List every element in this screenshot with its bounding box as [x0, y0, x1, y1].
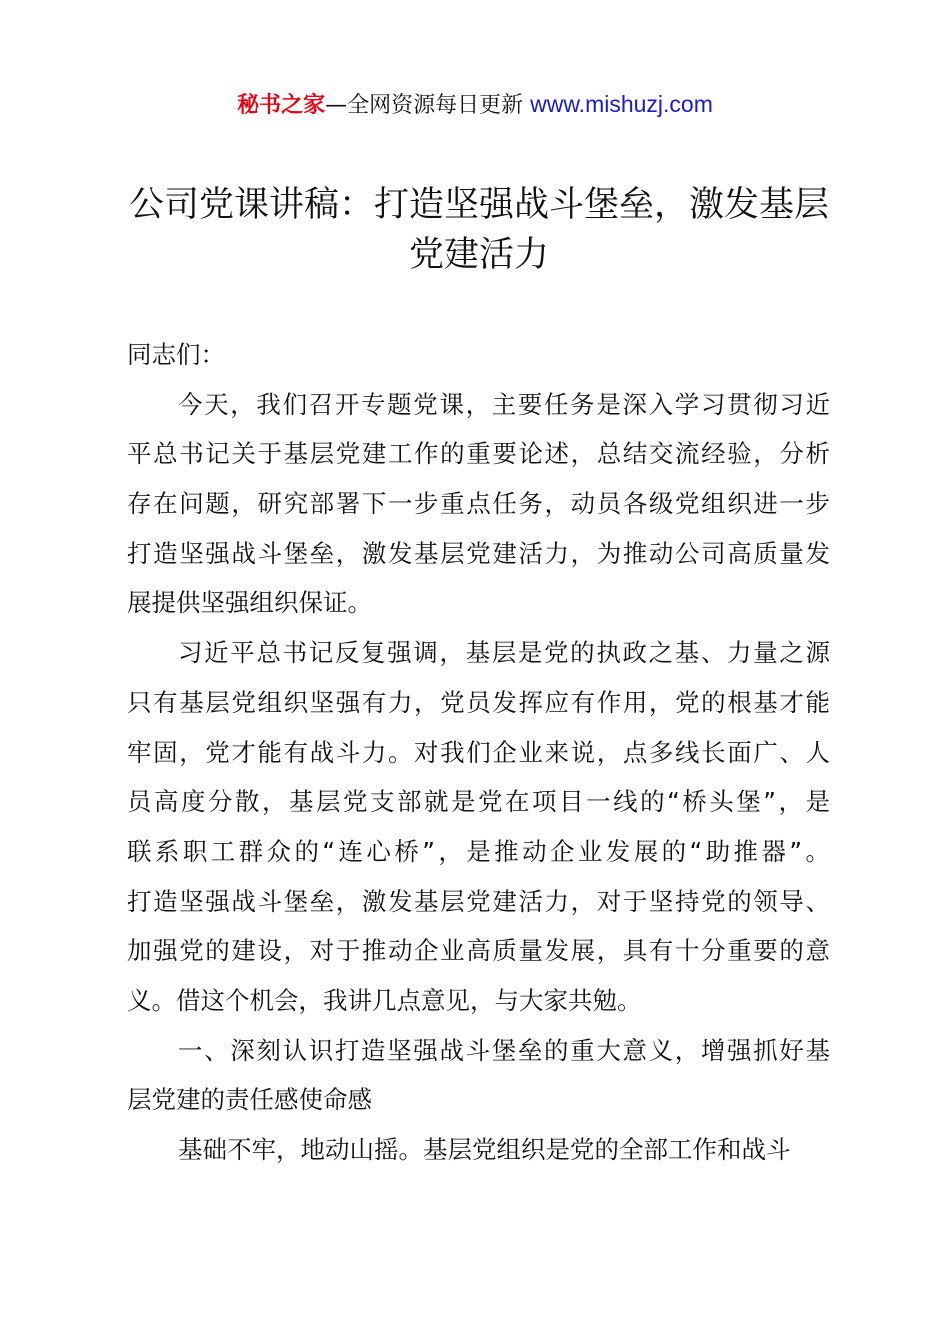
text-line: 平总书记关于基层党建工作的重要论述，总结交流经验，分析 [127, 439, 830, 469]
title-line: 公司党课讲稿：打造坚强战斗堡垒，激发基层 [128, 185, 829, 225]
brand-name: 秘书之家 [237, 93, 326, 118]
text-line: 只有基层党组织坚强有力，党员发挥应有作用，党的根基才能 [127, 687, 830, 717]
text-line: 打造坚强战斗堡垒，激发基层党建活力，对于坚持党的领导、 [127, 886, 830, 916]
text-line: 联系职工群众的“连心桥”，是推动企业发展的“助推器”。 [127, 836, 830, 866]
text-line: 打造坚强战斗堡垒，激发基层党建活力，为推动公司高质量发 [127, 538, 830, 568]
paragraph [127, 1125, 830, 1175]
document-body [127, 330, 830, 1175]
text-line: 今天，我们召开专题党课，主要任务是深入学习贯彻习近 [178, 389, 830, 419]
site-url-link[interactable]: www.mishuzj.com [530, 91, 713, 117]
paragraph [127, 628, 830, 1026]
text-line: 加强党的建设，对于推动企业高质量发展，具有十分重要的意 [127, 936, 830, 966]
text-line: 存在问题，研究部署下一步重点任务，动员各级党组织进一步 [127, 489, 830, 519]
site-banner [0, 89, 950, 121]
paragraph [127, 380, 830, 628]
paragraph [127, 330, 830, 380]
text-line: 员高度分散，基层党支部就是党在项目一线的“桥头堡”，是 [127, 787, 830, 817]
document-title [120, 180, 838, 280]
section-heading [127, 1026, 830, 1125]
banner-tagline: —全网资源每日更新 [325, 93, 524, 118]
text-line: 一、深刻认识打造坚强战斗堡垒的重大意义，增强抓好基 [178, 1035, 830, 1065]
text-line: 基础不牢，地动山摇。基层党组织是党的全部工作和战斗 [178, 1135, 791, 1164]
text-line: 同志们： [127, 340, 225, 369]
text-line: 层党建的责任感使命感 [127, 1085, 372, 1115]
text-line: 义。借这个机会，我讲几点意见，与大家共勉。 [127, 985, 642, 1015]
title-line: 党建活力 [408, 235, 549, 275]
text-line: 展提供坚强组织保证。 [127, 588, 372, 618]
text-line: 牢固，党才能有战斗力。对我们企业来说，点多线长面广、人 [127, 737, 830, 767]
text-line: 习近平总书记反复强调，基层是党的执政之基、力量之源 [178, 638, 830, 668]
